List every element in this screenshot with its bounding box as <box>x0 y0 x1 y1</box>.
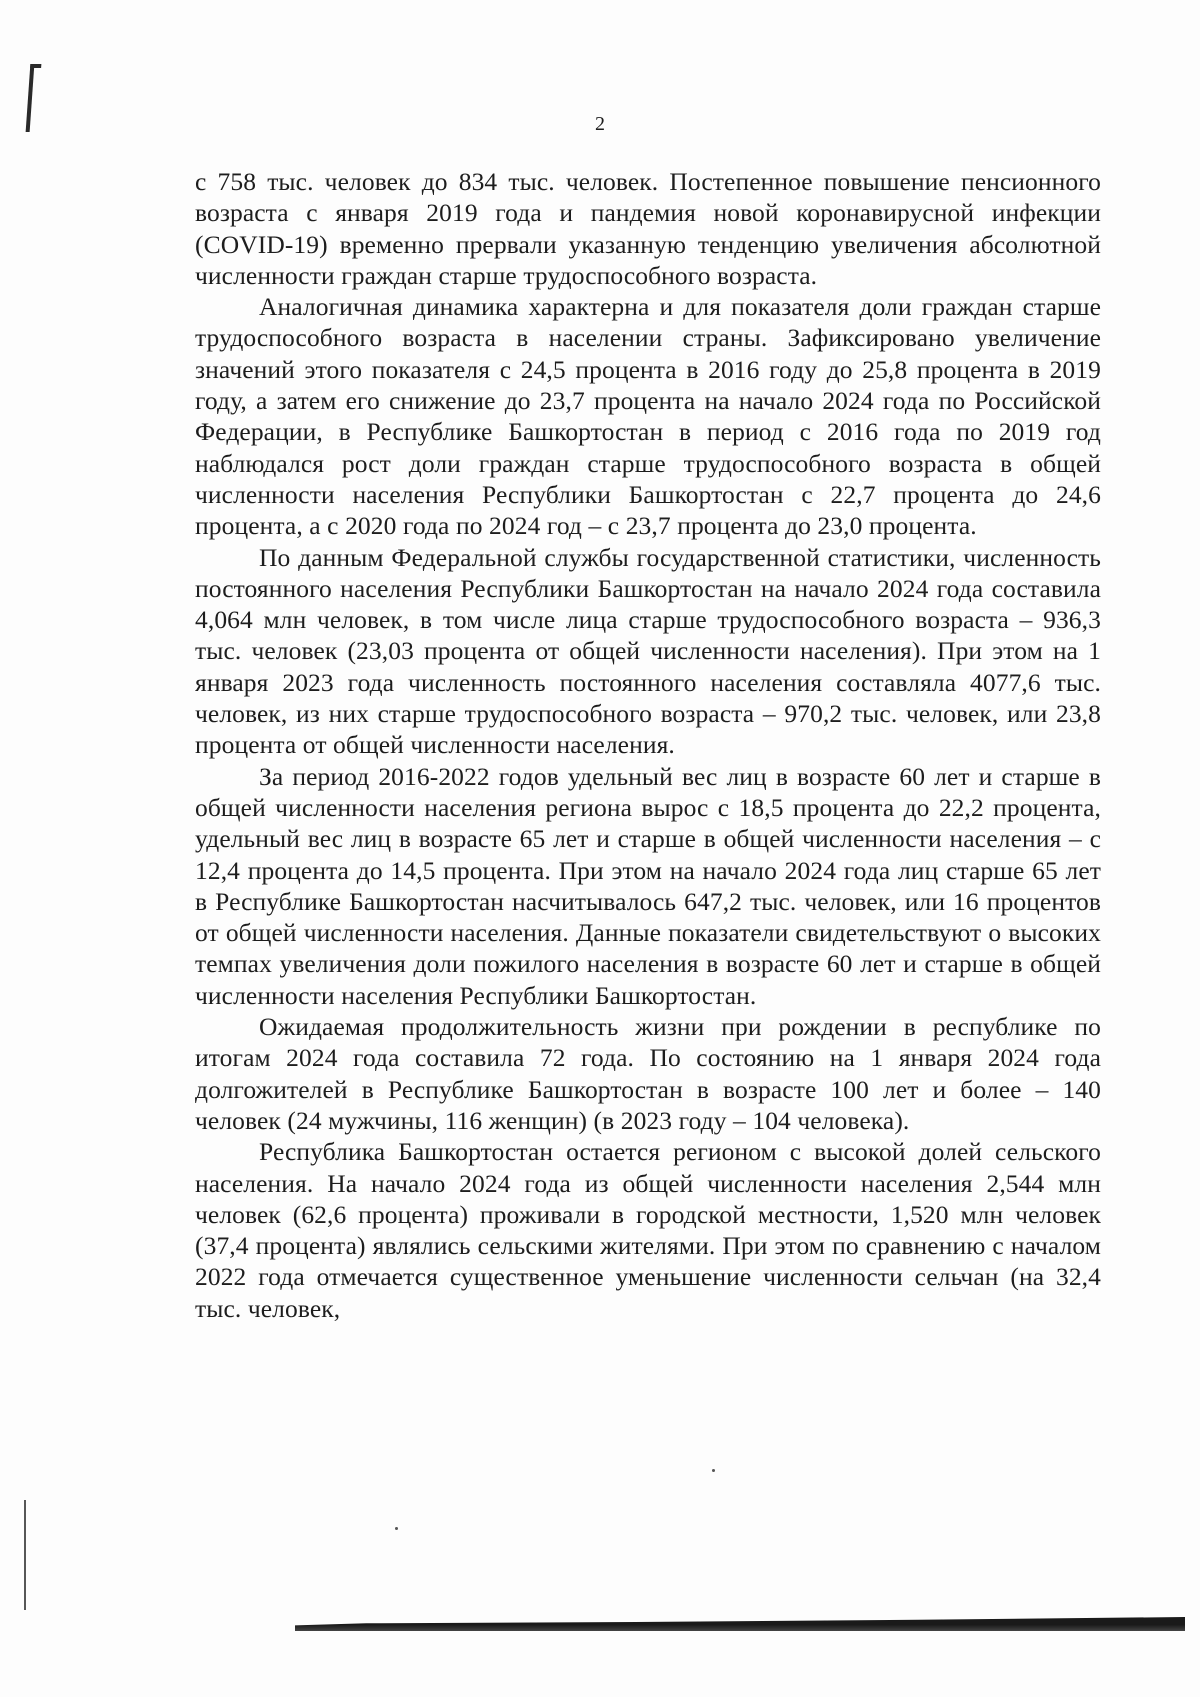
body-text <box>195 166 1101 1324</box>
page-number: 2 <box>595 113 605 135</box>
scan-bottom-edge <box>295 1617 1185 1631</box>
paragraph: Ожидаемая продолжительность жизни при рождении в республике по итогам 2024 года составила 72 года. По состоянию на 1 января 2024 года долгожителей в Республике Башкортостан в возрасте 100 лет и более – 140 человек (24 мужчины, 116 женщин) (в 2023 году – 104 человека). <box>195 1012 1101 1135</box>
paragraph-continuation: с 758 тыс. человек до 834 тыс. человек. Постепенное повышение пенсионного возраста с января 2019 года и пандемия новой коронавирусной инфекции (COVID-19) временно прервали указанную тенденцию увеличения абсолютной численности граждан старше трудоспособного возраста. <box>195 167 1101 290</box>
paragraph: За период 2016-2022 годов удельный вес лиц в возрасте 60 лет и старше в общей численности населения региона вырос с 18,5 процента до 22,2 процента, удельный вес лиц в возрасте 65 лет и старше в общей численности населения – с 12,4 процента до 14,5 процента. При этом на начало 2024 года лиц старше 65 лет в Республике Башкортостан насчитывалось 647,2 тыс. человек, или 16 процентов от общей численности населения. Данные показатели свидетельствуют о высоких темпах увеличения доли пожилого населения в возрасте 60 лет и старше в общей численности населения Республики Башкортостан. <box>195 761 1101 1010</box>
scan-speck <box>395 1527 398 1530</box>
paragraph: По данным Федеральной службы государственной статистики, численность постоянного населения Республики Башкортостан на начало 2024 года составила 4,064 млн человек, в том числе лица старше трудоспособного возраста – 936,3 тыс. человек (23,03 процента от общей численности населения). При этом на 1 января 2023 года численность постоянного населения составляла 4077,6 тыс. человек, из них старше трудоспособного возраста – 970,2 тыс. человек, или 23,8 процента от общей численности населения. <box>195 542 1101 760</box>
scan-edge-line <box>24 1500 26 1610</box>
scan-speck <box>712 1469 715 1472</box>
paragraph: Республика Башкортостан остается регионом с высокой долей сельского населения. На начало 2024 года из общей численности населения 2,544 млн человек (62,6 процента) проживали в городской местности, 1,520 млн человек (37,4 процента) являлись сельскими жителями. При этом по сравнению с началом 2022 года отмечается существенное уменьшение численности сельчан (на 32,4 тыс. человек, <box>195 1137 1101 1323</box>
paragraph: Аналогичная динамика характерна и для показателя доли граждан старше трудоспособного возраста в населении страны. Зафиксировано увеличение значений этого показателя с 24,5 процента в 2016 году до 25,8 процента в 2019 году, а затем его снижение до 23,7 процента на начало 2024 года по Российской Федерации, в Республике Башкортостан в период с 2016 года по 2019 год наблюдался рост доли граждан старше трудоспособного возраста в общей численности населения Республики Башкортостан с 22,7 процента до 24,6 процента, а с 2020 года по 2024 год – с 23,7 процента до 23,0 процента. <box>195 292 1101 541</box>
